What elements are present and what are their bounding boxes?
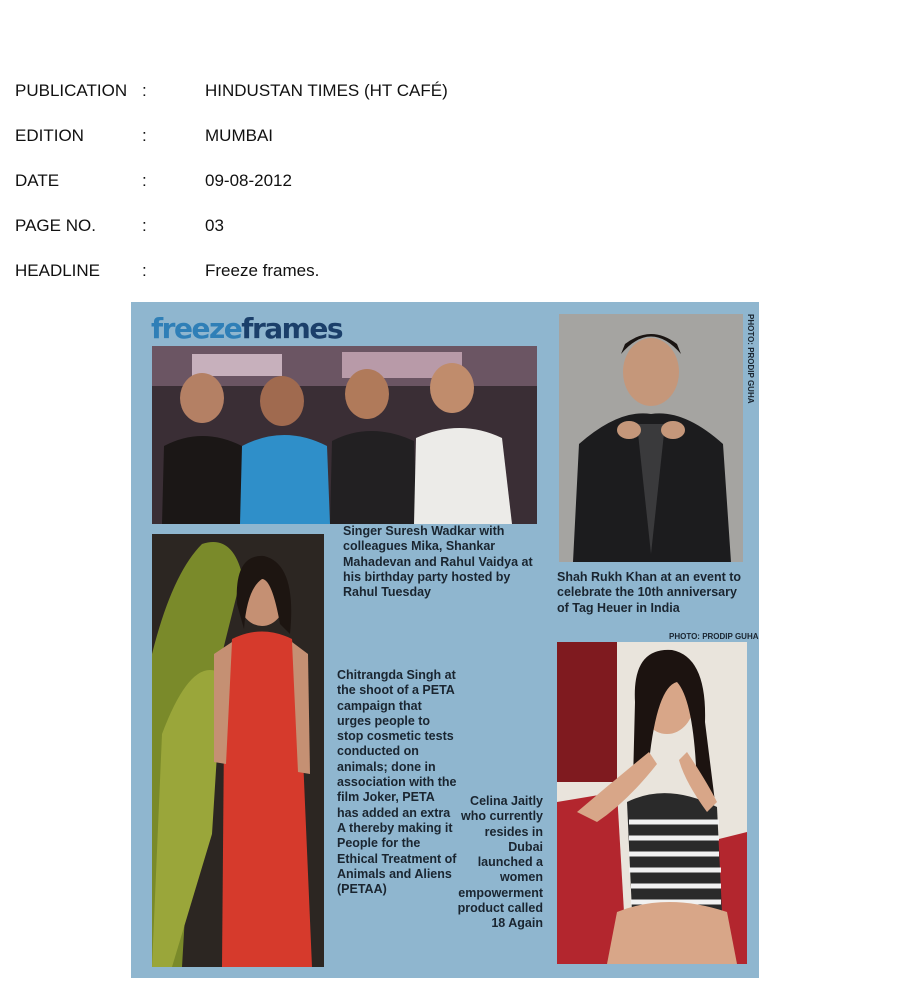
masthead-word-frames: frames: [241, 312, 342, 345]
caption-celina-jaitly: Celina Jaitly who currently resides in Dubai launched a women empowerment product called 18 Again: [457, 794, 543, 931]
meta-label: PUBLICATION: [15, 81, 128, 100]
photo-credit-top: PHOTO: PRODIP GUHA: [746, 314, 755, 404]
photo-chitrangda-singh: [152, 534, 324, 967]
group-photo-image: [152, 346, 537, 524]
meta-value: MUMBAI: [205, 126, 273, 145]
clipping-masthead: [151, 312, 342, 345]
meta-separator: :: [142, 216, 147, 235]
meta-value: HINDUSTAN TIMES (HT CAFÉ): [205, 81, 448, 100]
meta-value: Freeze frames.: [205, 261, 320, 280]
meta-label: EDITION: [15, 126, 84, 145]
meta-separator: :: [142, 81, 147, 100]
caption-chitrangda-singh: Chitrangda Singh at the shoot of a PETA campaign that urges people to stop cosmetic tests conducted on animals; done in association with the film Joker, PETA has added an extra A thereby making it People for the Ethical Treatment of Animals and Aliens (PETAA): [337, 668, 457, 897]
meta-separator: :: [142, 261, 147, 280]
srk-photo-image: [559, 314, 743, 562]
celina-photo-image: [557, 642, 747, 964]
meta-separator: :: [142, 171, 147, 190]
photo-credit-mid: PHOTO: PRODIP GUHA: [669, 632, 759, 641]
meta-row-edition: [15, 124, 875, 148]
chitrangda-photo-image: [152, 534, 324, 967]
photo-shah-rukh-khan: [559, 314, 743, 562]
meta-row-page: [15, 214, 875, 238]
meta-row-date: [15, 169, 875, 193]
meta-row-publication: [15, 79, 875, 103]
caption-shah-rukh-khan: Shah Rukh Khan at an event to celebrate the 10th anniversary of Tag Heuer in India: [557, 570, 742, 615]
caption-group: Singer Suresh Wadkar with colleagues Mika, Shankar Mahadevan and Rahul Vaidya at his birthday party hosted by Rahul Tuesday: [343, 524, 533, 600]
meta-label: HEADLINE: [15, 261, 101, 280]
meta-value: 03: [205, 216, 224, 235]
meta-value: 09-08-2012: [205, 171, 292, 190]
photo-group-celebrities: [152, 346, 537, 524]
meta-row-headline: [15, 259, 875, 283]
photo-celina-jaitly: [557, 642, 747, 964]
newspaper-clipping: [131, 302, 759, 978]
meta-separator: :: [142, 126, 147, 145]
meta-label: DATE: [15, 171, 60, 190]
masthead-word-freeze: freeze: [151, 312, 242, 345]
meta-label: PAGE NO.: [15, 216, 96, 235]
